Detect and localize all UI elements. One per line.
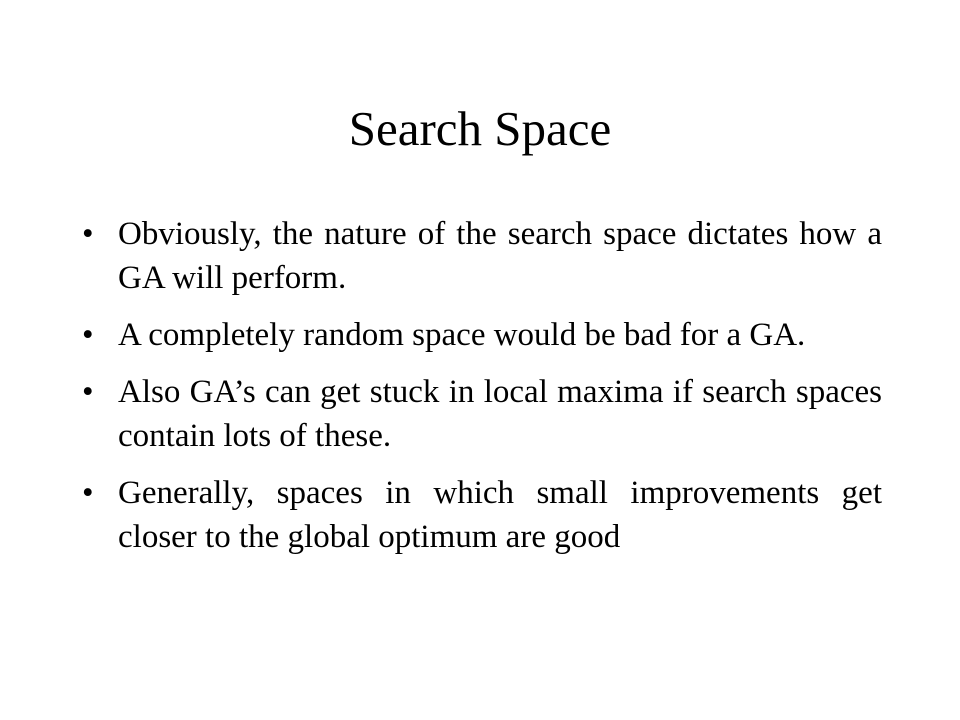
bullet-item [72, 370, 882, 458]
slide-title: Search Space [348, 101, 612, 156]
bullet-item [72, 212, 882, 300]
bullet-text: Obviously, the nature of the search space dictates how a GA will perform. [118, 216, 882, 296]
bullet-marker: • [82, 374, 94, 410]
bullet-marker: • [82, 317, 94, 353]
bullet-marker: • [82, 216, 94, 252]
bullet-item [72, 313, 882, 357]
bullet-text: Also GA’s can get stuck in local maxima if search spaces contain lots of these. [118, 374, 882, 454]
bullet-marker: • [82, 475, 94, 511]
bullet-list [72, 212, 882, 572]
bullet-text: Generally, spaces in which small improvements get closer to the global optimum are good [118, 475, 882, 555]
bullet-item [72, 471, 882, 559]
bullet-text: A completely random space would be bad for a GA. [118, 317, 806, 353]
